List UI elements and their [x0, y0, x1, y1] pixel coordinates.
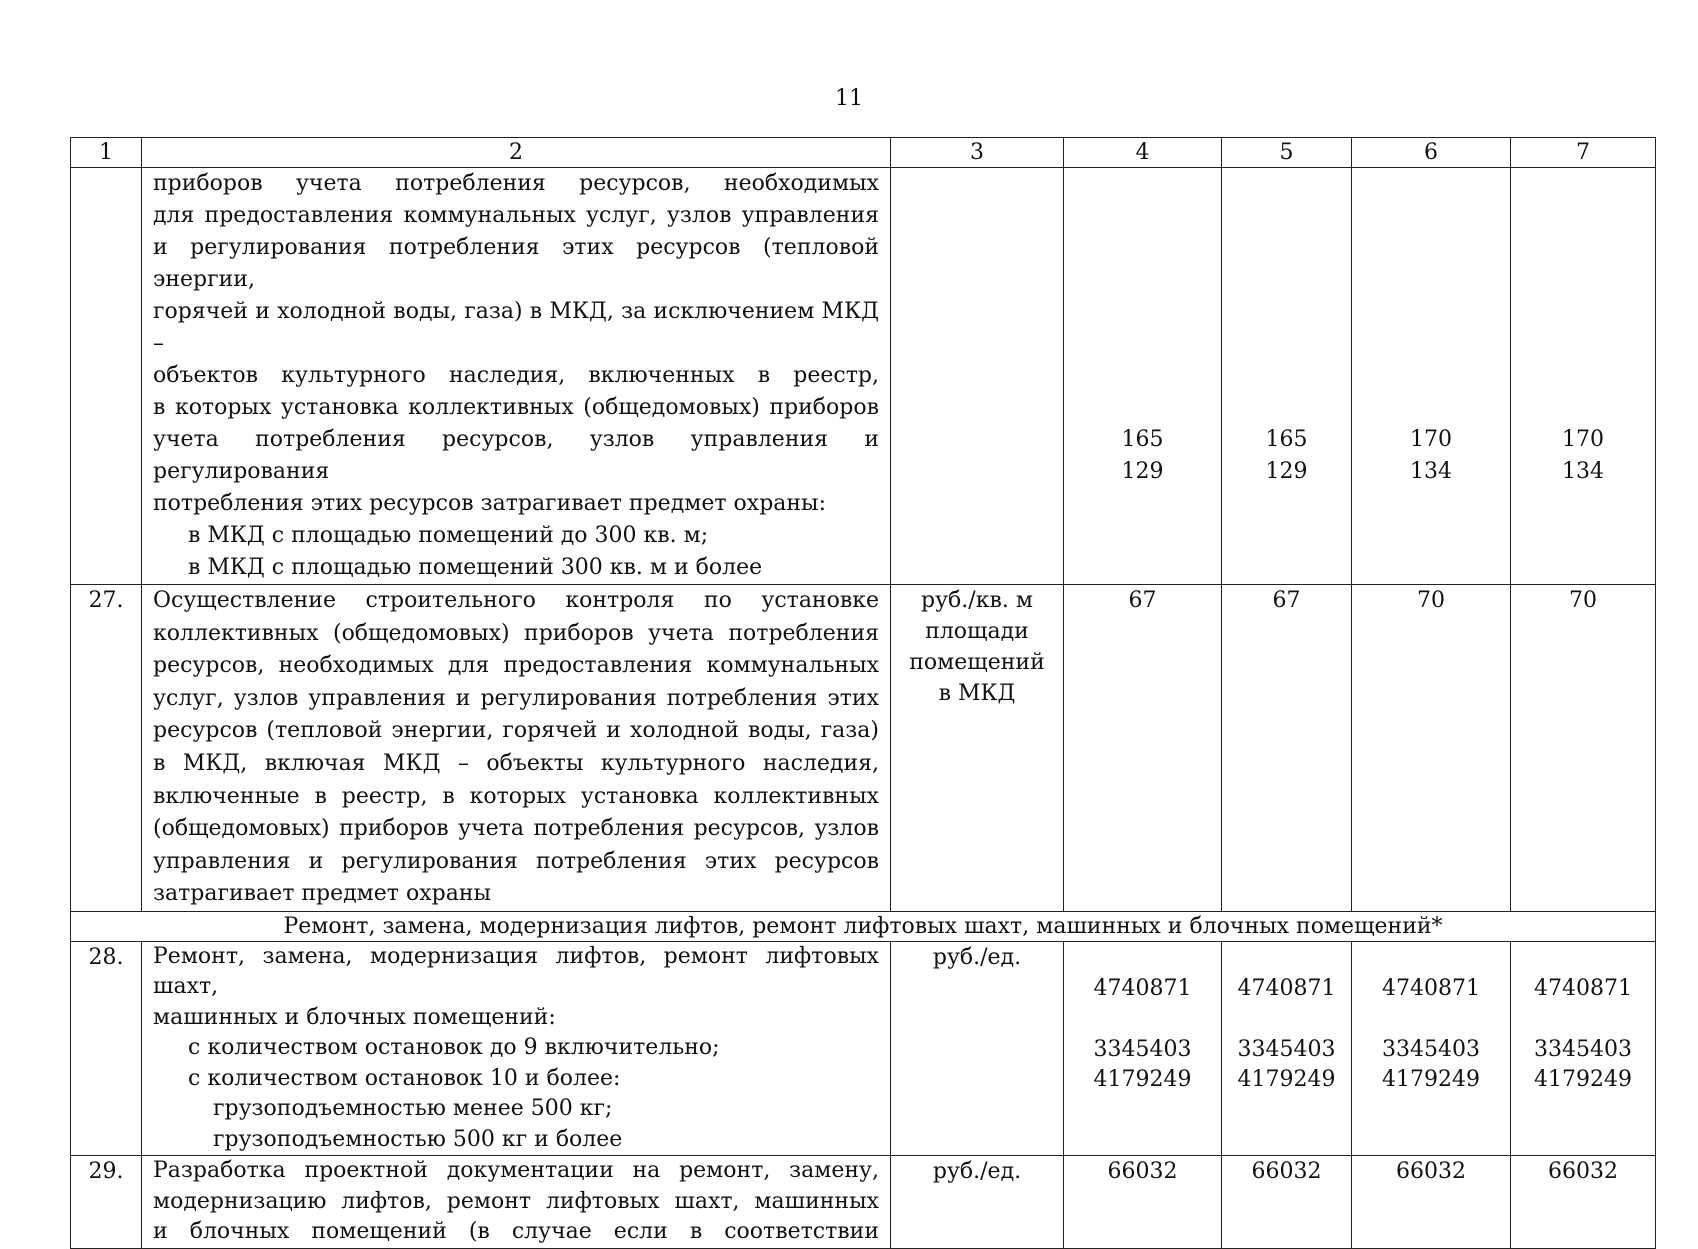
value-cell: [1352, 168, 1511, 585]
text-line: и регулирования потребления этих ресурсов (тепловой энергии,: [153, 235, 879, 292]
text-line: в которых установка коллективных (общедомовых) приборов: [153, 395, 879, 420]
text-line: и блочных помещений (в случае если в соответствии: [153, 1219, 879, 1245]
header-cell: 3: [891, 138, 1064, 168]
text-line: ресурсов (тепловой энергии, горячей и холодной воды, газа): [153, 718, 879, 744]
unit-line: площади: [925, 619, 1029, 644]
description-cell: [142, 168, 891, 585]
value-cell: [1222, 941, 1352, 1156]
value-cell: 67: [1064, 585, 1222, 912]
value-cell: 70: [1511, 585, 1656, 912]
table-row: [71, 1156, 1656, 1249]
value-cell: 66032: [1352, 1156, 1511, 1249]
section-title: Ремонт, замена, модернизация лифтов, ремонт лифтовых шахт, машинных и блочных помещений*: [71, 911, 1656, 941]
description-cell: [142, 585, 891, 912]
table-row: [71, 168, 1656, 585]
value-cell: [1511, 941, 1656, 1156]
text-line: потребления этих ресурсов затрагивает предмет охраны:: [153, 491, 826, 516]
value: 3345403: [1093, 1036, 1192, 1062]
value-cell: [1064, 168, 1222, 585]
value-cell: 66032: [1511, 1156, 1656, 1249]
text-line: включенные в реестр, в которых установка коллективных: [153, 783, 879, 809]
unit-cell: руб./ед.: [891, 941, 1064, 1156]
table-row: [71, 941, 1656, 1156]
unit-line: руб./кв. м: [921, 588, 1033, 613]
header-row: [71, 138, 1656, 168]
table-row: [71, 585, 1656, 912]
row-number-cell: [71, 168, 142, 585]
value: 165: [1265, 427, 1308, 452]
unit-cell: [891, 168, 1064, 585]
header-cell: 2: [142, 138, 891, 168]
row-number-cell: 27.: [71, 585, 142, 912]
unit-cell: [891, 585, 1064, 912]
value: 4740871: [1382, 975, 1480, 1001]
value: 4179249: [1534, 1067, 1632, 1093]
value: 134: [1410, 459, 1452, 484]
tariff-table: [70, 137, 1656, 1249]
value-cell: [1222, 168, 1352, 585]
header-cell: 7: [1511, 138, 1656, 168]
description-cell: [142, 1156, 891, 1249]
value-cell: 66032: [1222, 1156, 1352, 1249]
value-cell: [1064, 941, 1222, 1156]
header-cell: 4: [1064, 138, 1222, 168]
value-cell: 66032: [1064, 1156, 1222, 1249]
text-line: модернизацию лифтов, ремонт лифтовых шахт, машинных: [153, 1188, 879, 1214]
sub-item: грузоподъемностью менее 500 кг;: [213, 1096, 613, 1122]
value: 165: [1121, 427, 1164, 452]
value-cell: [1511, 168, 1656, 585]
text-line: (общедомовых) приборов учета потребления ресурсов, узлов: [153, 816, 879, 842]
text-line: машинных и блочных помещений:: [153, 1004, 556, 1030]
sub-item: в МКД с площадью помещений 300 кв. м и более: [188, 555, 763, 580]
value: 4179249: [1093, 1067, 1192, 1093]
value-cell: 67: [1222, 585, 1352, 912]
sub-item: с количеством остановок до 9 включительно;: [188, 1035, 720, 1061]
value: 3345403: [1382, 1036, 1480, 1062]
description-cell: [142, 941, 891, 1156]
sub-item: грузоподъемностью 500 кг и более: [213, 1126, 623, 1152]
text-line: горячей и холодной воды, газа) в МКД, за исключением МКД –: [153, 299, 879, 356]
header-cell: 1: [71, 138, 142, 168]
row-number-cell: 29.: [71, 1156, 142, 1249]
unit-line: помещений: [909, 650, 1045, 675]
text-line: в МКД, включая МКД – объекты культурного наследия,: [153, 750, 879, 776]
text-line: затрагивает предмет охраны: [153, 881, 491, 907]
text-line: управления и регулирования потребления этих ресурсов: [153, 848, 879, 874]
value: 170: [1562, 427, 1604, 452]
text-line: услуг, узлов управления и регулирования потребления этих: [153, 685, 879, 711]
value: 129: [1265, 459, 1308, 484]
text-line: учета потребления ресурсов, узлов управления и регулирования: [153, 427, 879, 484]
value: 134: [1562, 459, 1604, 484]
page-number: 11: [835, 86, 863, 111]
value: 3345403: [1534, 1036, 1632, 1062]
section-heading-row: [71, 911, 1656, 941]
text-line: ресурсов, необходимых для предоставления коммунальных: [153, 653, 879, 679]
value: 129: [1121, 459, 1164, 484]
value-cell: 70: [1352, 585, 1511, 912]
value: 4740871: [1237, 975, 1336, 1001]
sub-item: с количеством остановок 10 и более:: [188, 1065, 621, 1091]
value-cell: [1352, 941, 1511, 1156]
value: 4179249: [1382, 1067, 1480, 1093]
value: 4740871: [1534, 975, 1632, 1001]
header-cell: 6: [1352, 138, 1511, 168]
text-line: объектов культурного наследия, включенных в реестр,: [153, 363, 879, 388]
text-line: для предоставления коммунальных услуг, узлов управления: [153, 203, 879, 228]
text-line: Разработка проектной документации на ремонт, замену,: [153, 1158, 879, 1184]
text-line: Осуществление строительного контроля по установке: [153, 588, 879, 613]
value: 3345403: [1237, 1036, 1336, 1062]
text-line: коллективных (общедомовых) приборов учета потребления: [153, 620, 879, 646]
text-line: приборов учета потребления ресурсов, необходимых: [153, 171, 879, 196]
value: 170: [1410, 427, 1452, 452]
unit-line: в МКД: [938, 681, 1016, 706]
unit-cell: руб./ед.: [891, 1156, 1064, 1249]
header-cell: 5: [1222, 138, 1352, 168]
sub-item: в МКД с площадью помещений до 300 кв. м;: [188, 523, 709, 548]
row-number-cell: 28.: [71, 941, 142, 1156]
text-line: Ремонт, замена, модернизация лифтов, ремонт лифтовых шахт,: [153, 943, 879, 1000]
value: 4740871: [1093, 975, 1192, 1001]
value: 4179249: [1237, 1067, 1336, 1093]
